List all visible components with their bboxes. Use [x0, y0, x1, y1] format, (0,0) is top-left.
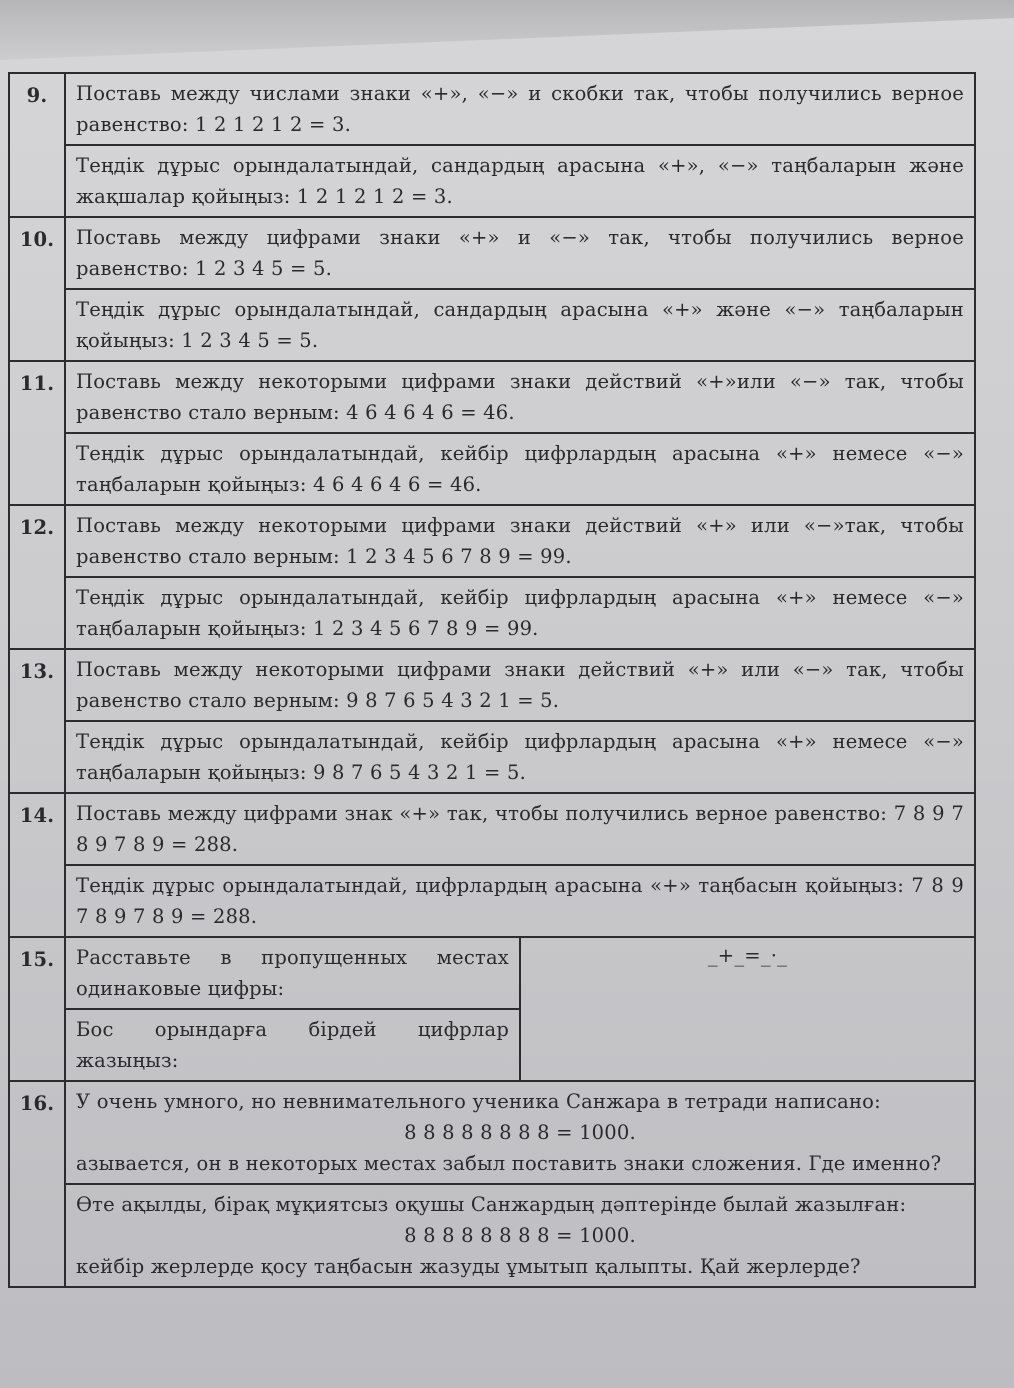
task-text-ru: Поставь между некоторыми цифрами знаки действий «+» или «−»так, чтобы равенство стало верным: 1 2 3 4 5 6 7 8 9 = 99.: [65, 505, 975, 577]
task-row-12-kz: [9, 577, 975, 649]
task-row-13-ru: [9, 649, 975, 721]
task16-kz-equation: 8 8 8 8 8 8 8 8 = 1000.: [404, 1224, 636, 1247]
task-text-kz: Теңдік дұрыс орындалатындай, сандардың арасына «+» және «−» таңбаларын қойыңыз: 1 2 3 4 5 = 5.: [65, 289, 975, 361]
paper-edge-shadow: [0, 0, 1014, 60]
task-row-9-kz: [9, 145, 975, 217]
task-number: 11.: [9, 361, 65, 505]
task-number: 16.: [9, 1081, 65, 1287]
task-row-10-ru: [9, 217, 975, 289]
task-text-kz: Теңдік дұрыс орындалатындай, цифрлардың арасына «+» таңбасын қойыңыз: 7 8 9 7 8 9 7 8 9 = 288.: [65, 865, 975, 937]
task-row-11-kz: [9, 433, 975, 505]
task-number: 10.: [9, 217, 65, 361]
task-number: 14.: [9, 793, 65, 937]
task-text-kz: Теңдік дұрыс орындалатындай, кейбір цифрлардың арасына «+» немесе «−» таңбаларын қойыңыз: 9 8 7 6 5 4 3 2 1 = 5.: [65, 721, 975, 793]
task-text-kz: Теңдік дұрыс орындалатындай, кейбір цифрлардың арасына «+» немесе «−» таңбаларын қойыңыз: 4 6 4 6 4 6 = 46.: [65, 433, 975, 505]
task-row-12-ru: [9, 505, 975, 577]
task-row-14-kz: [9, 865, 975, 937]
task16-kz-question: кейбір жерлерде қосу таңбасын жазуды ұмытып қалыпты. Қай жерлерде?: [76, 1255, 861, 1278]
task-text-ru: Поставь между цифрами знак «+» так, чтобы получились верное равенство: 7 8 9 7 8 9 7 8 9 = 288.: [65, 793, 975, 865]
digit-pattern: _+_=_·_: [520, 937, 975, 1081]
task-row-16-kz: [9, 1184, 975, 1287]
task-text-ru: [65, 1081, 975, 1184]
task-row-9-ru: [9, 73, 975, 145]
tasks-table: [8, 72, 976, 1288]
task-text-kz: Бос орындарға бірдей цифрлар жазыңыз:: [65, 1009, 520, 1081]
task16-ru-equation: 8 8 8 8 8 8 8 8 = 1000.: [404, 1121, 636, 1144]
task-text-ru: Поставь между некоторыми цифрами знаки действий «+»или «−» так, чтобы равенство стало верным: 4 6 4 6 4 6 = 46.: [65, 361, 975, 433]
task-row-14-ru: [9, 793, 975, 865]
task16-ru-question: азывается, он в некоторых местах забыл поставить знаки сложения. Где именно?: [76, 1152, 942, 1175]
task-number: 12.: [9, 505, 65, 649]
task-text-ru: Поставь между некоторыми цифрами знаки действий «+» или «−» так, чтобы равенство стало верным: 9 8 7 6 5 4 3 2 1 = 5.: [65, 649, 975, 721]
task-row-13-kz: [9, 721, 975, 793]
task16-ru-intro: У очень умного, но невнимательного ученика Санжара в тетради написано:: [76, 1090, 881, 1113]
task16-kz-intro: Өте ақылды, бірақ мұқиятсыз оқушы Санжардың дәптерінде былай жазылған:: [76, 1193, 907, 1216]
task-text-kz: Теңдік дұрыс орындалатындай, сандардың арасына «+», «−» таңбаларын және жақшалар қойыңыз: 1 2 1 2 1 2 = 3.: [65, 145, 975, 217]
task-text-ru: Расставьте в пропущенных местах одинаковые цифры:: [65, 937, 520, 1009]
task-number: 9.: [9, 73, 65, 217]
task-row-10-kz: [9, 289, 975, 361]
task-text-ru: Поставь между числами знаки «+», «−» и скобки так, чтобы получились верное равенство: 1 2 1 2 1 2 = 3.: [65, 73, 975, 145]
task-row-15-ru: [9, 937, 975, 1009]
task-text-kz: Теңдік дұрыс орындалатындай, кейбір цифрлардың арасына «+» немесе «−» таңбаларын қойыңыз: 1 2 3 4 5 6 7 8 9 = 99.: [65, 577, 975, 649]
task-text-ru: Поставь между цифрами знаки «+» и «−» так, чтобы получились верное равенство: 1 2 3 4 5 = 5.: [65, 217, 975, 289]
task-text-kz: [65, 1184, 975, 1287]
task-row-11-ru: [9, 361, 975, 433]
task-number: 13.: [9, 649, 65, 793]
task-row-16-ru: [9, 1081, 975, 1184]
task-number: 15.: [9, 937, 65, 1081]
